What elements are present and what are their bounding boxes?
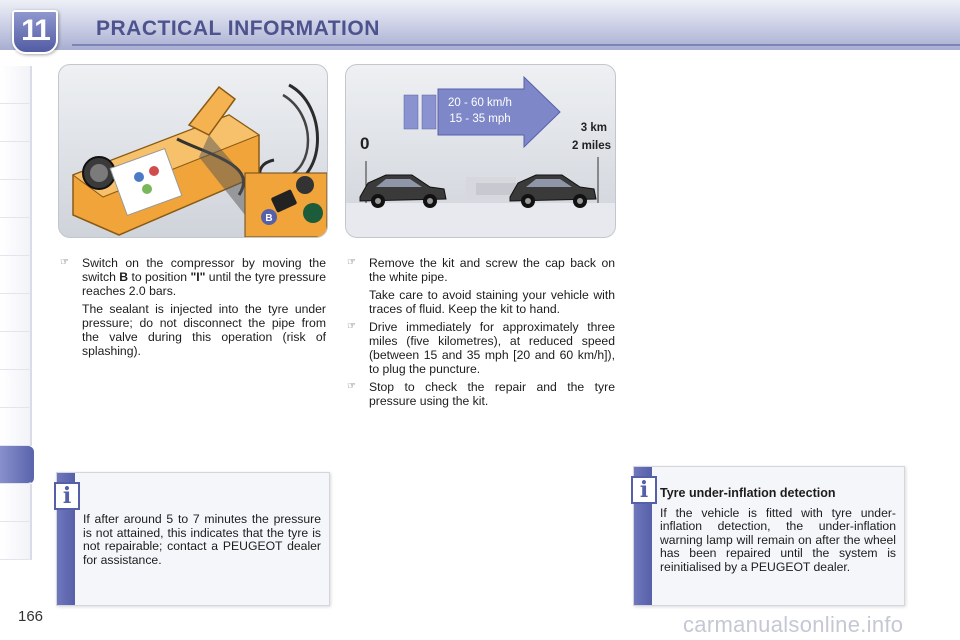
chapter-tab-active[interactable] [0, 446, 34, 484]
pointing-hand-icon: ☞ [347, 321, 356, 332]
distance-miles-label: 2 miles [572, 140, 611, 152]
instruction-text: Stop to check the repair and the tyre pressure using the kit. [369, 380, 615, 408]
instruction-text: Drive immediately for approximately three miles (five kilometres), at reduced speed (between 15 and 35 mph [20 and 60 km/h]), to plug the puncture. [369, 320, 615, 376]
pointing-hand-icon: ☞ [347, 381, 356, 392]
info-box-text: If the vehicle is fitted with tyre under-inflation detection, the under-inflation warning lamp will remain on after the wheel has been repaired until the system is reinitialised by a PEUGEOT dealer. [660, 505, 896, 574]
chapter-tab[interactable] [0, 484, 32, 522]
chapter-tab[interactable] [0, 142, 32, 180]
chapter-tab[interactable] [0, 218, 32, 256]
chapter-tab[interactable] [0, 256, 32, 294]
info-box-under-inflation [633, 466, 905, 606]
speed-mph-label: 15 - 35 mph [449, 113, 511, 125]
info-icon: i [54, 482, 80, 510]
instruction-bullet [347, 380, 615, 408]
info-box-content [660, 487, 896, 575]
instruction-note: The sealant is injected into the tyre under pressure; do not disconnect the pipe from the valve during this operation (risk of splashing). [82, 302, 326, 358]
instruction-bullet [60, 256, 326, 358]
pointing-hand-icon: ☞ [60, 257, 69, 268]
header-rule [72, 44, 960, 46]
page-header [0, 0, 960, 50]
left-text-column [60, 256, 326, 362]
chapter-tabs [0, 66, 32, 576]
info-box-repair-time [56, 472, 330, 606]
watermark: carmanualsonline.info [683, 612, 904, 637]
page-number: 166 [18, 608, 44, 625]
chapter-tab[interactable] [0, 180, 32, 218]
chapter-tab[interactable] [0, 66, 32, 104]
instruction-bullet [347, 320, 615, 376]
chapter-tab[interactable] [0, 104, 32, 142]
chapter-tab[interactable] [0, 522, 32, 560]
instruction-text: Remove the kit and screw the cap back on the white pipe. [369, 256, 615, 284]
instruction-note: Take care to avoid staining your vehicle with traces of fluid. Keep the kit to hand. [369, 288, 615, 316]
chapter-number-badge: 11 [12, 10, 58, 54]
instruction-bullet [347, 256, 615, 316]
info-box-text: If after around 5 to 7 minutes the pressure is not attained, this indicates that the tyre is not repairable; contact a PEUGEOT dealer for assistance. [83, 512, 321, 567]
drive-distance-illustration [345, 64, 616, 238]
chapter-tab[interactable] [0, 294, 32, 332]
drive-distance-drawing [346, 65, 615, 237]
compressor-kit-drawing [59, 65, 327, 237]
info-box-heading: Tyre under-inflation detection [660, 486, 836, 500]
chapter-tab[interactable] [0, 332, 32, 370]
instruction-text: Switch on the compressor by moving the switch B to position "I" until the tyre pressure reaches 2.0 bars. [82, 256, 326, 298]
distance-km-label: 3 km [580, 122, 607, 134]
distance-start-label: 0 [360, 134, 370, 153]
chapter-tab[interactable] [0, 370, 32, 408]
compressor-kit-illustration [58, 64, 328, 238]
pointing-hand-icon: ☞ [347, 257, 356, 268]
page-title: PRACTICAL INFORMATION [96, 17, 380, 40]
right-text-column [347, 256, 615, 412]
info-icon: i [631, 476, 657, 504]
speed-kmh-label: 20 - 60 km/h [448, 97, 512, 109]
switch-b-label: B [265, 213, 273, 224]
chapter-tab[interactable] [0, 408, 32, 446]
